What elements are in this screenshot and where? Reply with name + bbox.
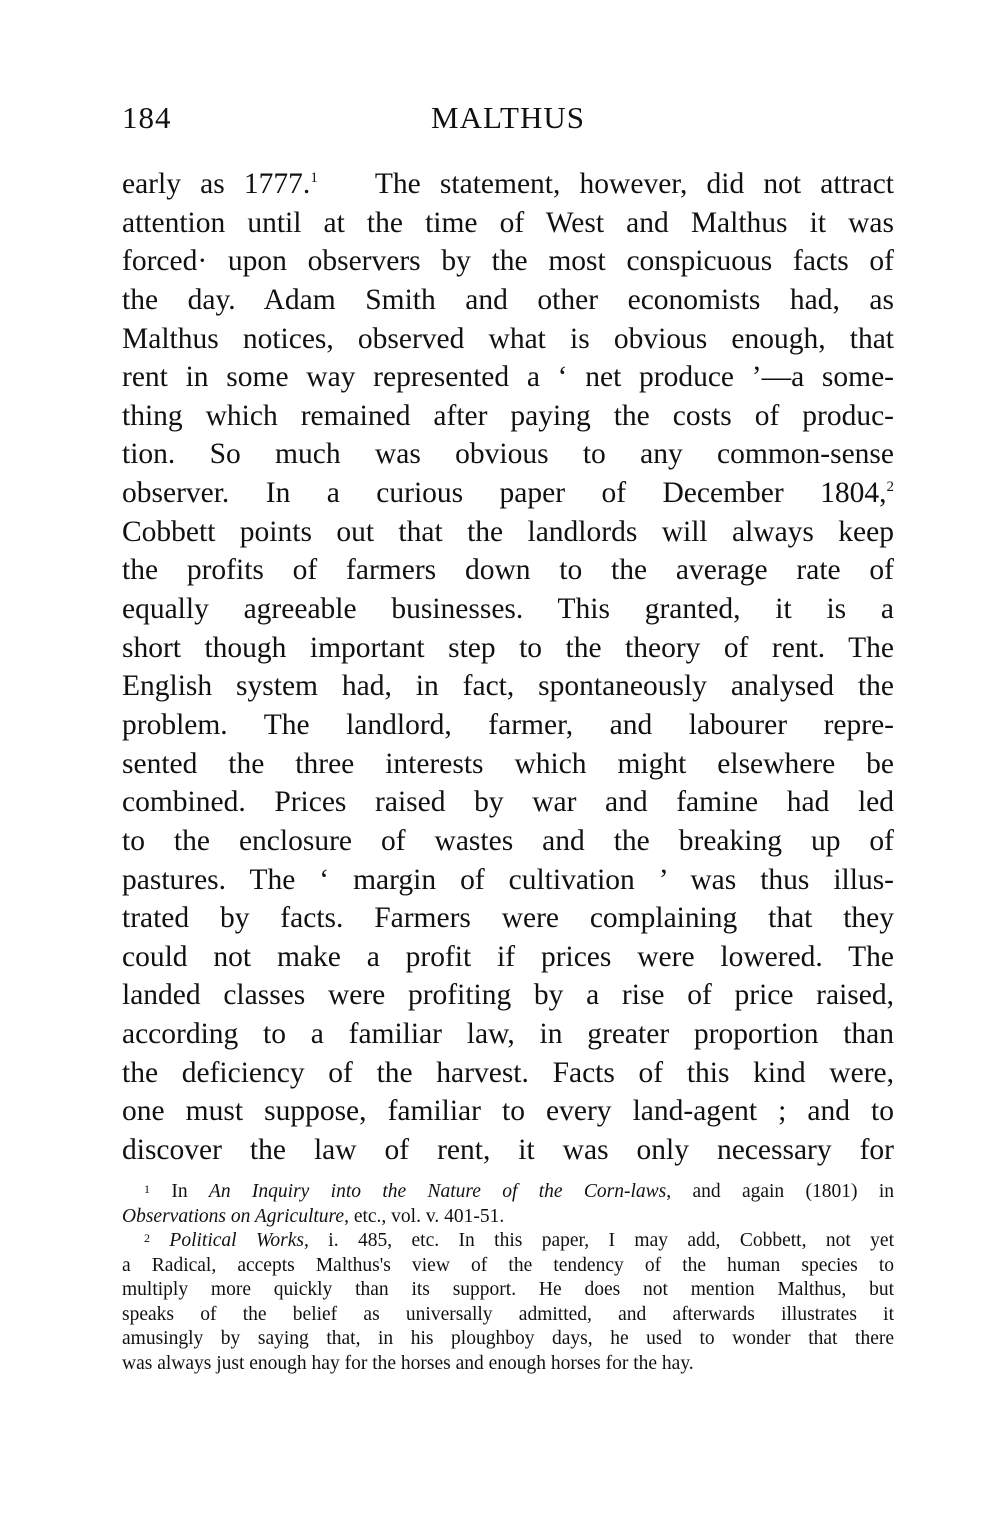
footnote-2-line: was always just enough hay for the horses and enough horses for the hay. bbox=[122, 1352, 694, 1374]
body-line: thing which remained after paying the costs of produc- bbox=[122, 399, 894, 432]
footnote-text: , i. 485, etc. In this paper, I may add, Cobbett, not yet bbox=[304, 1230, 894, 1251]
body-line: the day. Adam Smith and other economists had, as bbox=[122, 283, 894, 316]
body-line: attention until at the time of West and Malthus it was bbox=[122, 206, 894, 239]
body-line: the profits of farmers down to the average rate of bbox=[122, 554, 894, 587]
footnote-1 bbox=[122, 1180, 894, 1205]
body-line: landed classes were profiting by a rise of price raised, bbox=[122, 979, 894, 1012]
body-line: rent in some way represented a ‘ net produce ’—a some- bbox=[122, 361, 894, 394]
body-line: to the enclosure of wastes and the breaking up of bbox=[122, 824, 894, 857]
footnote-2-line: multiply more quickly than its support. He does not mention Malthus, but bbox=[122, 1279, 894, 1300]
footnote-marker: 1 bbox=[144, 1182, 150, 1196]
body-line: combined. Prices raised by war and famine had led bbox=[122, 786, 894, 819]
footnote-ref-1[interactable]: 1 bbox=[310, 170, 318, 186]
body-line: short though important step to the theory of rent. The bbox=[122, 631, 894, 664]
body-line: English system had, in fact, spontaneously analysed the bbox=[122, 670, 894, 703]
body-line bbox=[122, 165, 894, 204]
body-line: tion. So much was obvious to any common-sense bbox=[122, 438, 894, 471]
body-line: trated by facts. Farmers were complaining that they bbox=[122, 902, 894, 935]
footnote-1-cont bbox=[122, 1205, 894, 1230]
page-header bbox=[122, 100, 894, 144]
footnote-title: Observations on Agriculture bbox=[122, 1205, 345, 1227]
footnote-2-line: amusingly by saying that, in his ploughboy days, he used to wonder that there bbox=[122, 1328, 894, 1349]
footnote-text: In bbox=[171, 1181, 209, 1202]
footnote-title: Political Works bbox=[169, 1230, 304, 1251]
running-title: MALTHUS bbox=[431, 100, 585, 135]
page-number: 184 bbox=[122, 100, 172, 135]
footnote-2 bbox=[122, 1229, 894, 1254]
footnote-title: An Inquiry into the Nature of the Corn-laws bbox=[208, 1181, 667, 1202]
body-line: pastures. The ‘ margin of cultivation ’ was thus illus- bbox=[122, 863, 894, 896]
body-line: sented the three interests which might elsewhere be bbox=[122, 747, 894, 780]
body-line: according to a familiar law, in greater proportion than bbox=[122, 1018, 894, 1051]
body-line: Cobbett points out that the landlords will always keep bbox=[122, 515, 894, 548]
line-text: The statement, however, did not attract bbox=[374, 168, 894, 200]
line-text: observer. In a curious paper of December 1804, bbox=[122, 477, 887, 510]
body-line: Malthus notices, observed what is obvious enough, that bbox=[122, 322, 894, 355]
body-text bbox=[122, 165, 894, 1170]
body-line: discover the law of rent, it was only necessary for bbox=[122, 1134, 894, 1167]
body-line: problem. The landlord, farmer, and labourer repre- bbox=[122, 708, 894, 741]
body-line bbox=[122, 474, 894, 513]
line-text: early as 1777. bbox=[122, 168, 311, 200]
footnote-2-line: a Radical, accepts Malthus's view of the tendency of the human species to bbox=[122, 1254, 894, 1276]
footnote-text: , and again (1801) in bbox=[666, 1181, 895, 1202]
body-line: one must suppose, familiar to every land-agent ; and to bbox=[122, 1095, 894, 1128]
footnote-marker: 2 bbox=[144, 1231, 150, 1245]
footnote-ref-2[interactable]: 2 bbox=[886, 479, 894, 496]
body-line: could not make a profit if prices were lowered. The bbox=[122, 940, 894, 973]
body-line: equally agreeable businesses. This granted, it is a bbox=[122, 593, 894, 626]
footnote-text: , etc., vol. v. 401-51. bbox=[344, 1205, 505, 1227]
body-line: the deficiency of the harvest. Facts of this kind were, bbox=[122, 1056, 894, 1089]
body-line: forced· upon observers by the most conspicuous facts of bbox=[122, 245, 894, 278]
footnote-2-line: speaks of the belief as universally admitted, and afterwards illustrates it bbox=[122, 1303, 894, 1325]
footnotes bbox=[122, 1180, 894, 1376]
